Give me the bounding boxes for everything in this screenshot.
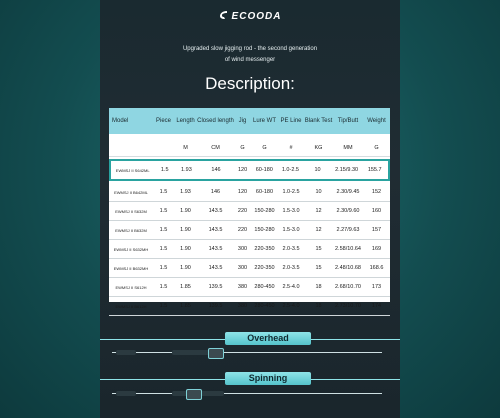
spec-cell: 2.68/10.70 <box>335 284 361 290</box>
brand-mark-icon <box>219 10 229 23</box>
header-cell: Weight <box>367 118 386 124</box>
spec-cell: 1.90 <box>180 208 191 214</box>
spec-cell: 155.7 <box>367 167 382 173</box>
description-title: Description: <box>205 74 295 93</box>
spec-cell: 2.5-4.0 <box>282 303 300 309</box>
spec-cell: 2.15/9.30 <box>335 167 359 173</box>
spec-cell: 220 <box>237 208 248 214</box>
model-cell: EWMSJ II B632MH <box>113 265 149 271</box>
spec-cell: 1.5 <box>159 227 168 233</box>
table-row <box>109 259 390 278</box>
spec-cell: 146 <box>210 189 221 195</box>
spec-cell: 139.5 <box>208 303 223 309</box>
spec-cell: 280-450 <box>254 303 275 309</box>
product-panel <box>100 0 400 418</box>
spec-cell: 15 <box>315 265 322 271</box>
spec-cell: 1.5 <box>159 208 168 214</box>
spec-cell: 1.0-2.5 <box>282 189 300 195</box>
spec-cell: 152 <box>371 189 382 195</box>
spec-cell: 143.5 <box>208 265 223 271</box>
header-cell: Length <box>176 118 195 124</box>
unit-cell: # <box>289 145 293 151</box>
spec-cell: 120 <box>237 189 248 195</box>
model-cell: EWMSJ II B632M <box>115 227 147 233</box>
spec-cell: 2.30/9.45 <box>336 189 360 195</box>
units-row <box>109 140 390 157</box>
spec-cell: 60-180 <box>255 189 274 195</box>
spec-cell: 1.5 <box>159 284 168 290</box>
model-cell: EWMSJ II B642ML <box>114 189 148 195</box>
spec-cell: 10 <box>314 167 321 173</box>
spec-cell: 2.27/9.63 <box>336 227 360 233</box>
spec-cell: 146 <box>211 167 221 173</box>
spec-cell: 2.0-3.5 <box>282 246 300 252</box>
header-cell: Piece <box>155 118 171 124</box>
subtitle <box>100 44 400 66</box>
spec-cell: 1.0-2.5 <box>281 167 299 173</box>
spec-cell: 18 <box>315 303 322 309</box>
spec-cell: 1.5 <box>159 303 168 309</box>
spec-cell: 1.5 <box>160 167 169 173</box>
subtitle-line-2: of wind messenger <box>224 57 276 63</box>
header-cell: Closed length <box>197 118 234 124</box>
unit-cell: KG <box>314 145 323 151</box>
header-cell: Lure WT <box>252 118 276 124</box>
model-cell: EWMSJ II S632M <box>115 208 147 214</box>
header-cell: Model <box>112 118 129 124</box>
spec-cell: 150-280 <box>254 227 275 233</box>
spec-cell: 1.93 <box>180 189 191 195</box>
spec-cell: 169 <box>371 246 382 252</box>
spec-cell: 1.90 <box>180 246 191 252</box>
table-row <box>109 278 390 297</box>
spec-cell: 1.5 <box>159 189 168 195</box>
spec-cell: 1.93 <box>181 167 192 173</box>
spec-cell: 280-450 <box>254 284 275 290</box>
spec-cell: 168.6 <box>369 265 384 271</box>
spec-cell: 12 <box>315 227 322 233</box>
unit-cell: M <box>183 145 188 151</box>
spinning-rod-image <box>112 389 388 399</box>
spec-cell: 143.5 <box>208 208 223 214</box>
table-row <box>109 240 390 259</box>
spec-cell: 1.85 <box>180 303 191 309</box>
table-row <box>109 202 390 221</box>
header-cell: Blank Test <box>304 118 333 124</box>
brand-logo <box>100 10 400 23</box>
unit-cell: G <box>374 145 379 151</box>
spec-cell: 174 <box>371 303 382 309</box>
spec-cell: 1.90 <box>180 227 191 233</box>
table-header <box>109 108 390 134</box>
spec-cell: 2.30/9.60 <box>336 208 360 214</box>
spec-cell: 143.5 <box>208 246 223 252</box>
table-row <box>109 183 390 202</box>
spec-cell: 157 <box>371 227 382 233</box>
spec-cell: 2.0-3.5 <box>282 265 300 271</box>
spec-cell: 15 <box>315 246 322 252</box>
spec-cell: 60-180 <box>255 167 273 173</box>
spec-cell: 380 <box>237 284 248 290</box>
unit-cell: G <box>262 145 267 151</box>
spec-cell: 173 <box>371 284 382 290</box>
spec-cell: 120 <box>238 167 248 173</box>
unit-cell: CM <box>211 145 220 151</box>
spec-cell: 2.58/10.64 <box>335 246 361 252</box>
model-cell: EWMSJ II S632MH <box>113 246 149 252</box>
spec-cell: 1.90 <box>180 265 191 271</box>
spec-cell: 380 <box>237 303 248 309</box>
spec-cell: 18 <box>315 284 322 290</box>
spec-cell: 10 <box>315 189 322 195</box>
model-cell: EWMSJ II S642ML <box>115 167 150 173</box>
header-cell: PE Line <box>280 118 302 124</box>
subtitle-line-1: Upgraded slow jigging rod - the second generation <box>182 46 318 52</box>
table-row <box>109 297 390 316</box>
spec-cell: 1.5-3.0 <box>282 208 300 214</box>
spec-cell: 160 <box>371 208 382 214</box>
table-body <box>109 159 390 316</box>
model-cell: EWMSJ II S612H <box>115 284 147 290</box>
spec-cell: 2.5-4.0 <box>282 284 300 290</box>
spec-cell: 1.5-3.0 <box>282 227 300 233</box>
spec-cell: 220 <box>237 227 248 233</box>
spec-cell: 2.73/10.70 <box>335 303 361 309</box>
spec-cell: 150-280 <box>254 208 275 214</box>
spec-cell: 143.5 <box>208 227 223 233</box>
spec-cell: 2.48/10.68 <box>335 265 361 271</box>
spec-table <box>109 108 390 309</box>
spec-cell: 300 <box>237 265 248 271</box>
header-cell: Jig <box>238 118 247 124</box>
spec-cell: 220-350 <box>254 246 275 252</box>
spinning-label: Spinning <box>225 372 311 385</box>
brand-name: ECOODA <box>231 11 282 23</box>
spec-cell: 300 <box>237 246 248 252</box>
header-cell: Tip/Butt <box>337 118 359 124</box>
unit-cell: G <box>240 145 245 151</box>
spec-cell: 1.5 <box>159 246 168 252</box>
spec-cell: 12 <box>315 208 322 214</box>
spec-cell: 139.5 <box>208 284 223 290</box>
overhead-label: Overhead <box>225 332 311 345</box>
model-cell: EWMSJ II B612H <box>115 303 147 309</box>
spec-cell: 1.85 <box>180 284 191 290</box>
table-row <box>109 221 390 240</box>
spec-cell: 220-350 <box>254 265 275 271</box>
unit-cell: MM <box>343 145 353 151</box>
spec-cell: 1.5 <box>159 265 168 271</box>
table-row <box>109 159 390 181</box>
overhead-rod-image <box>112 348 388 358</box>
